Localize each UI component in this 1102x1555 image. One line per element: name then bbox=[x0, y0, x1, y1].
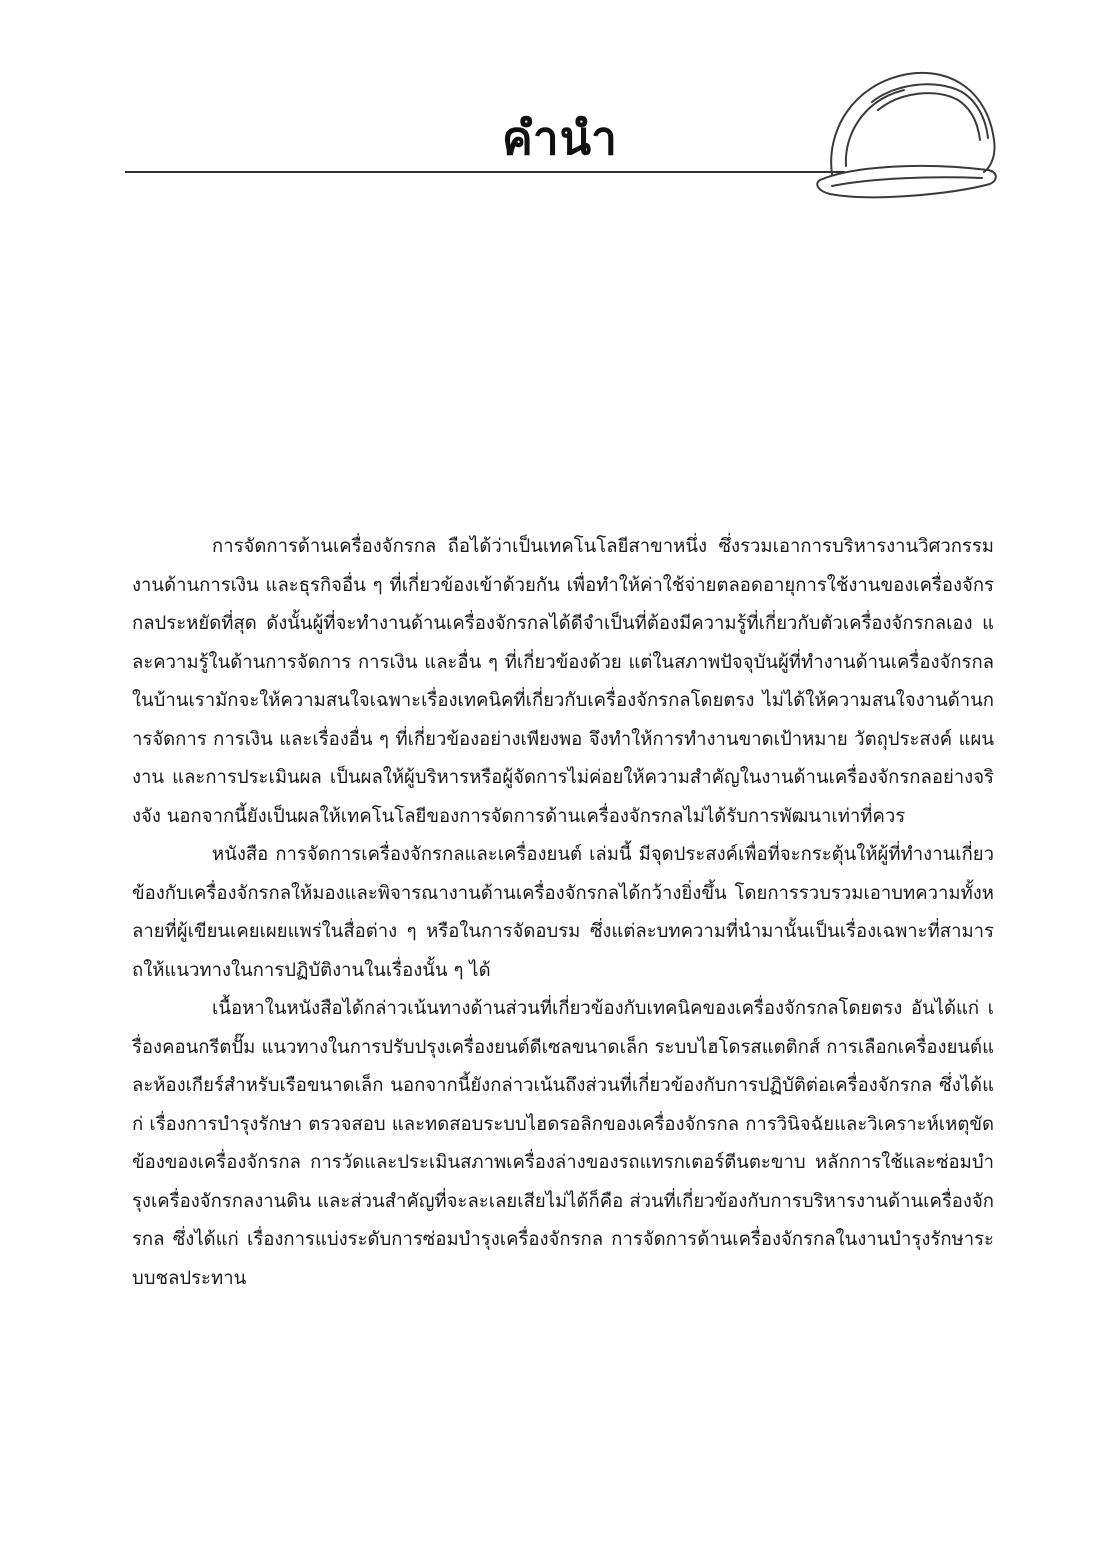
title-underline bbox=[125, 171, 845, 173]
preface-body bbox=[132, 528, 994, 1298]
paragraph: เนื้อหาในหนังสือได้กล่าวเน้นทางด้านส่วนที่เกี่ยวข้องกับเทคนิคของเครื่องจักรกลโดยตรง อันได้แก่ เรื่องคอนกรีตปั๊ม แนวทางในการปรับปรุงเครื่องยนต์ดีเซลขนาดเล็ก ระบบไฮโดรสแตติกส์ การเลือกเครื่องยนต์และห้องเกียร์สำหรับเรือขนาดเล็ก นอกจากนี้ยังกล่าวเน้นถึงส่วนที่เกี่ยวข้องกับการปฏิบัติต่อเครื่องจักรกล ซึ่งได้แก่ เรื่องการบำรุงรักษา ตรวจสอบ และทดสอบระบบไฮดรอลิกของเครื่องจักรกล การวินิจฉัยและวิเคราะห์เหตุขัดข้องของเครื่องจักรกล การวัดและประเมินสภาพเครื่องล่างของรถแทรกเตอร์ตีนตะขาบ หลักการใช้และซ่อมบำรุงเครื่องจักรกลงานดิน และส่วนสำคัญที่จะละเลยเสียไม่ได้ก็คือ ส่วนที่เกี่ยวข้องกับการบริหารงานด้านเครื่องจักรกล ซึ่งได้แก่ เรื่องการแบ่งระดับการซ่อมบำรุงเครื่องจักรกล การจัดการด้านเครื่องจักรกลในงานบำรุงรักษาระบบชลประทาน bbox=[132, 998, 994, 1289]
paragraph: การจัดการด้านเครื่องจักรกล ถือได้ว่าเป็นเทคโนโลยีสาขาหนึ่ง ซึ่งรวมเอาการบริหารงานวิศวกรรม งานด้านการเงิน และธุรกิจอื่น ๆ ที่เกี่ยวข้องเข้าด้วยกัน เพื่อทำให้ค่าใช้จ่ายตลอดอายุการใช้งานของเครื่องจักรกลประหยัดที่สุด ดังนั้นผู้ที่จะทำงานด้านเครื่องจักรกลได้ดีจำเป็นที่ต้องมีความรู้ที่เกี่ยวกับตัวเครื่องจักรกลเอง และความรู้ในด้านการจัดการ การเงิน และอื่น ๆ ที่เกี่ยวข้องด้วย แต่ในสภาพปัจจุบันผู้ที่ทำงานด้านเครื่องจักรกลในบ้านเรามักจะให้ความสนใจเฉพาะเรื่องเทคนิคที่เกี่ยวกับเครื่องจักรกลโดยตรง ไม่ได้ให้ความสนใจงานด้านการจัดการ การเงิน และเรื่องอื่น ๆ ที่เกี่ยวข้องอย่างเพียงพอ จึงทำให้การทำงานขาดเป้าหมาย วัตถุประสงค์ แผนงาน และการประเมินผล เป็นผลให้ผู้บริหารหรือผู้จัดการไม่ค่อยให้ความสำคัญในงานด้านเครื่องจักรกลอย่างจริงจัง นอกจากนี้ยังเป็นผลให้เทคโนโลยีของการจัดการด้านเครื่องจักรกลไม่ได้รับการพัฒนาเท่าที่ควร bbox=[132, 536, 994, 827]
paragraph: หนังสือ การจัดการเครื่องจักรกลและเครื่องยนต์ เล่มนี้ มีจุดประสงค์เพื่อที่จะกระตุ้นให้ผู้ที่ทำงานเกี่ยวข้องกับเครื่องจักรกลให้มองและพิจารณางานด้านเครื่องจักรกลได้กว้างยิ่งขึ้น โดยการรวบรวมเอาบทความทั้งหลายที่ผู้เขียนเคยเผยแพร่ในสื่อต่าง ๆ หรือในการจัดอบรม ซึ่งแต่ละบทความที่นำมานั้นเป็นเรื่องเฉพาะที่สามารถให้แนวทางในการปฏิบัติงานในเรื่องนั้น ๆ ได้ bbox=[132, 844, 994, 981]
page-header bbox=[0, 0, 1102, 230]
page-title: คำนำ bbox=[502, 111, 618, 165]
safety-helmet-icon bbox=[812, 62, 1002, 207]
